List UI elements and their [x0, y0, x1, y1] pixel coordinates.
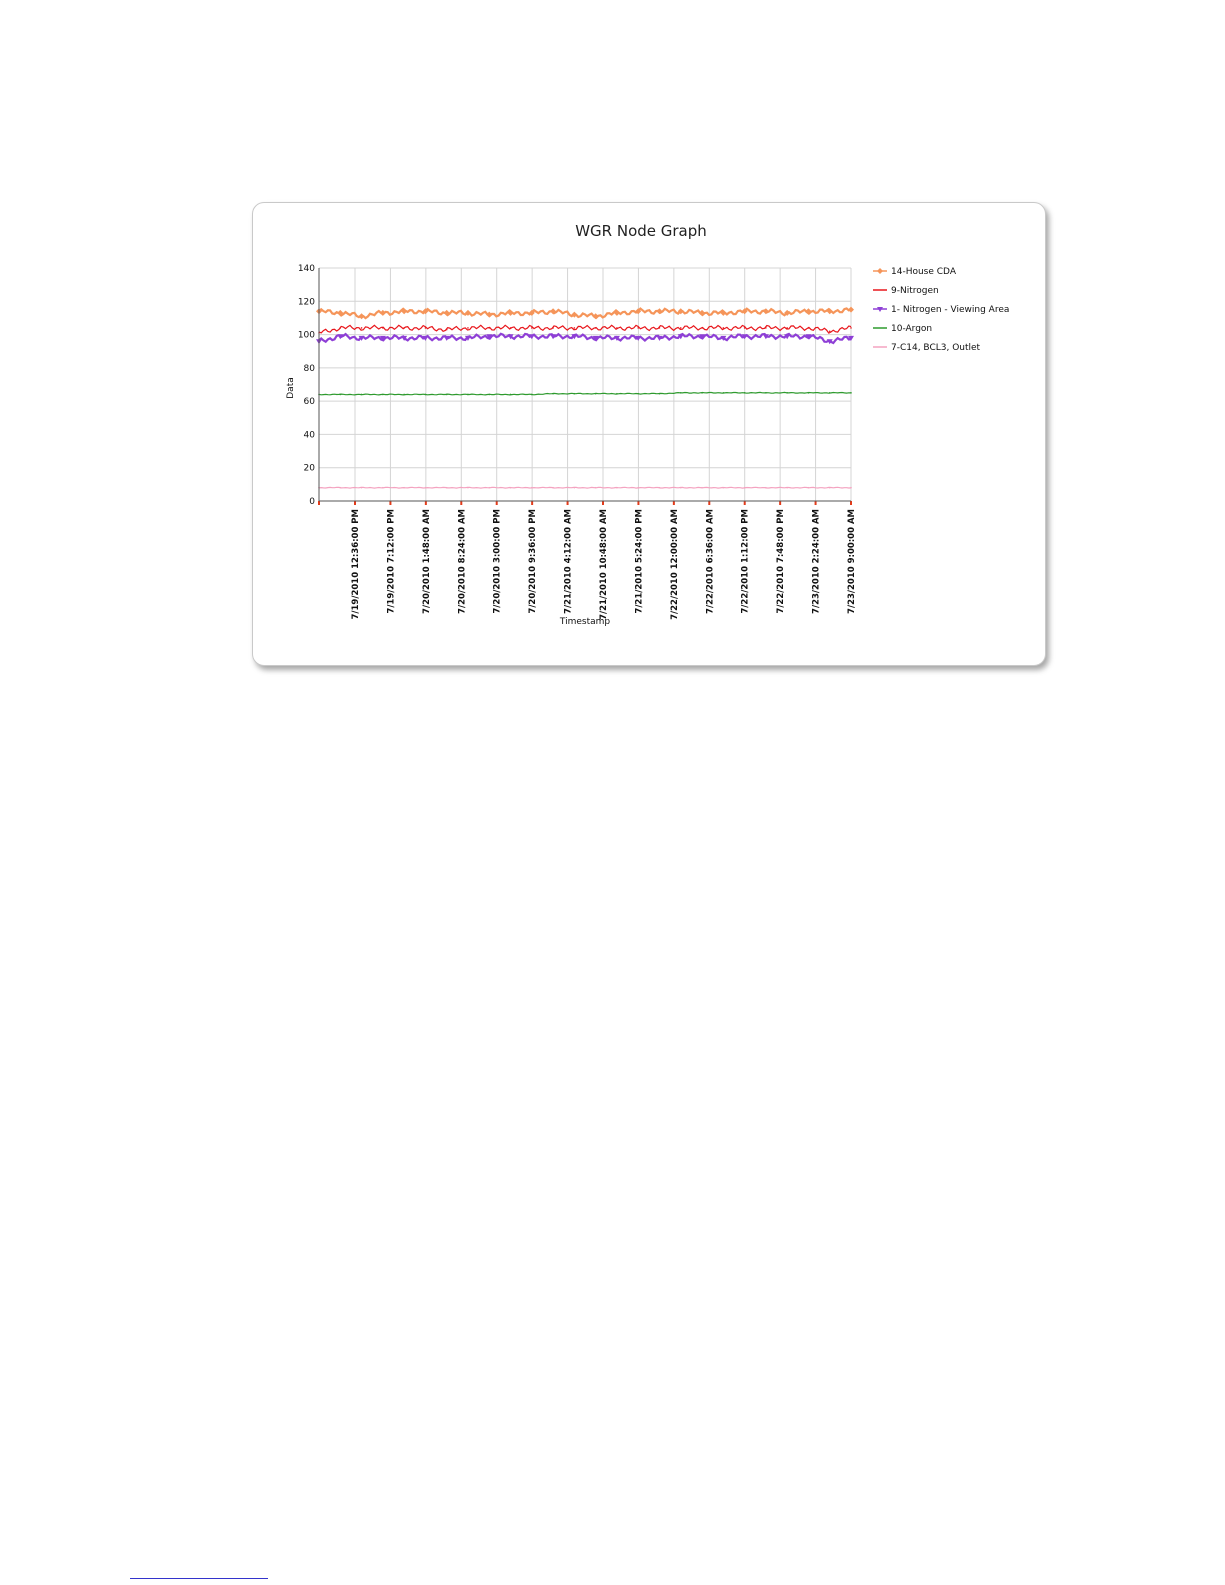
data-point — [808, 392, 810, 394]
data-point — [593, 313, 599, 319]
x-tick-label: 7/22/2010 6:36:00 AM — [705, 509, 716, 614]
data-point — [510, 394, 512, 396]
series-line — [319, 334, 851, 343]
series-layer — [316, 307, 854, 489]
data-point — [552, 327, 554, 329]
data-point — [765, 487, 767, 489]
data-point — [808, 487, 810, 489]
data-point — [850, 327, 852, 329]
data-point — [425, 487, 427, 489]
data-point — [488, 327, 490, 329]
data-point — [552, 393, 554, 395]
data-point — [361, 327, 363, 329]
y-tick-label: 0 — [309, 497, 315, 507]
x-tick-label: 7/19/2010 7:12:00 PM — [386, 509, 397, 614]
data-point — [829, 487, 831, 489]
data-point — [808, 327, 810, 329]
data-point — [723, 327, 725, 329]
data-point — [446, 487, 448, 489]
data-point — [637, 327, 639, 329]
data-point — [786, 392, 788, 394]
x-tick-label: 7/21/2010 10:48:00 AM — [599, 509, 609, 620]
y-tick-label: 40 — [303, 430, 315, 441]
data-point — [659, 487, 661, 489]
data-point — [850, 392, 852, 394]
legend-label: 10-Argon — [891, 324, 933, 334]
data-point — [595, 393, 597, 395]
x-tick-label: 7/20/2010 9:36:00 PM — [528, 509, 539, 614]
data-point — [488, 394, 490, 396]
data-point — [637, 393, 639, 395]
data-point — [339, 487, 341, 489]
legend-item — [873, 267, 957, 277]
data-point — [680, 327, 682, 329]
data-point — [723, 392, 725, 394]
data-point — [744, 487, 746, 489]
series-3 — [318, 392, 852, 395]
y-tick-label: 20 — [303, 463, 315, 474]
data-point — [361, 487, 363, 489]
x-tick-label: 7/19/2010 12:36:00 PM — [351, 509, 361, 620]
data-point — [701, 392, 703, 394]
data-point — [403, 327, 405, 329]
data-point — [680, 487, 682, 489]
x-tick-label: 7/20/2010 3:00:00 PM — [492, 509, 503, 614]
data-point — [763, 308, 769, 314]
data-point — [616, 487, 618, 489]
data-point — [765, 327, 767, 329]
legend-item — [873, 343, 981, 353]
data-point — [637, 487, 639, 489]
data-point — [574, 487, 576, 489]
data-point — [361, 394, 363, 396]
data-point — [723, 487, 725, 489]
data-point — [616, 393, 618, 395]
series-line — [319, 325, 851, 333]
data-point — [488, 487, 490, 489]
data-point — [680, 392, 682, 394]
x-tick-label: 7/23/2010 2:24:00 AM — [811, 509, 822, 614]
data-point — [359, 313, 365, 319]
data-point — [403, 487, 405, 489]
chart-title: WGR Node Graph — [575, 222, 707, 240]
data-point — [765, 392, 767, 394]
data-point — [552, 487, 554, 489]
legend-marker — [877, 268, 883, 274]
x-tick-label: 7/20/2010 8:24:00 AM — [457, 509, 468, 614]
data-point — [467, 487, 469, 489]
data-point — [829, 330, 831, 332]
data-point — [850, 487, 852, 489]
y-tick-label: 100 — [297, 330, 315, 341]
series-0 — [316, 307, 854, 320]
data-point — [425, 394, 427, 396]
x-tick-label: 7/22/2010 12:00:00 AM — [669, 509, 680, 620]
y-axis-label: Data — [286, 377, 296, 399]
legend — [873, 267, 1009, 353]
chart-card — [252, 202, 1046, 666]
series-1 — [318, 325, 852, 333]
data-point — [744, 327, 746, 329]
line-chart — [253, 203, 1045, 665]
data-point — [446, 394, 448, 396]
data-point — [531, 327, 533, 329]
x-tick-label: 7/22/2010 7:48:00 PM — [776, 509, 787, 614]
data-point — [531, 487, 533, 489]
data-point — [744, 392, 746, 394]
data-point — [786, 487, 788, 489]
data-point — [403, 394, 405, 396]
data-point — [701, 487, 703, 489]
data-point — [510, 487, 512, 489]
data-point — [574, 393, 576, 395]
data-point — [656, 308, 662, 314]
x-tick-label: 7/21/2010 4:12:00 AM — [563, 509, 574, 614]
series-2 — [316, 334, 854, 344]
y-tick-label: 140 — [297, 264, 315, 274]
data-point — [382, 487, 384, 489]
x-axis-label: Timestamp — [559, 617, 611, 627]
data-point — [595, 487, 597, 489]
data-point — [425, 327, 427, 329]
y-tick-label: 80 — [303, 363, 315, 374]
data-point — [467, 394, 469, 396]
data-point — [829, 392, 831, 394]
data-point — [339, 327, 341, 329]
data-point — [531, 394, 533, 396]
data-point — [701, 327, 703, 329]
grid — [319, 268, 851, 501]
data-point — [595, 327, 597, 329]
x-tick-label: 7/20/2010 1:48:00 AM — [421, 509, 432, 614]
legend-label: 7-C14, BCL3, Outlet — [891, 343, 981, 353]
series-4 — [318, 487, 852, 489]
data-point — [510, 327, 512, 329]
data-point — [382, 394, 384, 396]
x-tick-label: 7/21/2010 5:24:00 PM — [634, 509, 645, 614]
data-point — [382, 327, 384, 329]
legend-label: 14-House CDA — [891, 267, 956, 277]
legend-item — [873, 324, 932, 334]
legend-item — [873, 286, 939, 296]
data-point — [848, 307, 854, 313]
data-point — [339, 394, 341, 396]
series-line — [319, 309, 851, 319]
y-tick-label: 60 — [303, 397, 315, 408]
data-point — [574, 327, 576, 329]
data-point — [659, 327, 661, 329]
series-line — [319, 487, 851, 488]
x-tick-label: 7/23/2010 9:00:00 AM — [847, 509, 857, 614]
data-point — [380, 310, 386, 316]
data-point — [446, 329, 448, 331]
legend-item — [873, 305, 1009, 315]
data-point — [616, 327, 618, 329]
series-line — [319, 392, 851, 395]
data-point — [786, 327, 788, 329]
legend-label: 9-Nitrogen — [891, 286, 939, 296]
footnote-separator — [130, 1578, 268, 1579]
x-tick-label: 7/22/2010 1:12:00 PM — [740, 509, 751, 614]
data-point — [659, 393, 661, 395]
legend-label: 1- Nitrogen - Viewing Area — [891, 305, 1010, 315]
y-tick-label: 120 — [297, 297, 315, 308]
data-point — [467, 327, 469, 329]
